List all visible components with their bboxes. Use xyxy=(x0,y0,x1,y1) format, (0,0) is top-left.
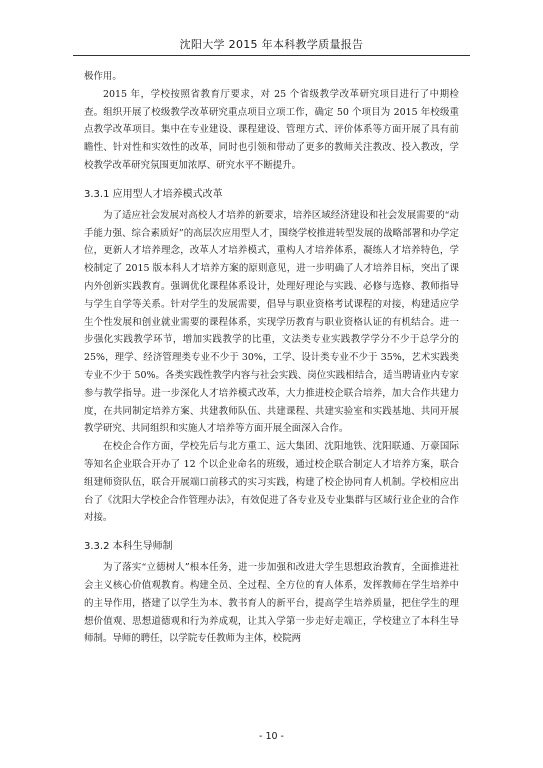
document-body xyxy=(84,68,459,648)
header-divider xyxy=(73,55,470,56)
paragraph-teaching-reform: 2015 年，学校按照省教育厅要求，对 25 个省级教学改革研究项目进行了中期检查。组织开展了校级教学改革研究重点项目立项工作，确定 50 个项目为 2015 年校级重点教学改革项目。集中在专业建设、课程建设、管理方式、评价体系等方面开展了具有前瞻性、针对性和实效性的改革，同时也引领和带动了更多的教师关注教改、投入教改，学校教学改革研究氛围更加浓厚、研究水平不断提升。 xyxy=(84,88,459,171)
paragraph-talent-training: 为了适应社会发展对高校人才培养的新要求，培养区域经济建设和社会发展需要的“动手能力强、综合素质好”的高层次应用型人才，围绕学校推进转型发展的战略部署和办学定位，更新人才培养理念，改革人才培养模式，重构人才培养体系，凝练人才培养特色，学校制定了 2015 版本科人才培养方案的原则意见，进一步明确了人才培养目标，突出了课内外创新实践教育。强调优化课程体系设计，处理好理论与实践、必修与选修、教师指导与学生自学等关系。针对学生的发展需要，倡导与职业资格考试课程的对接，构建适应学生个性发展和创业就业需要的课程体系，实现学历教育与职业资格认证的有机结合。进一步强化实践教学环节，增加实践教学的比重，文法类专业实践教学学分不少于总学分的 25%，理学、经济管理类专业不少于 30%，工学、设计类专业不少于 35%，艺术实践类专业不少于 50%。各类实践性教学内容与社会实践、岗位实践相结合，适当聘请业内专家参与教学指导。进一步深化人才培养模式改革，大力推进校企联合培养，加大合作共建力度，在共同制定培养方案、共建教师队伍、共建课程、共建实验室和实践基地、共同开展教学研究、共同组织和实施人才培养等方面开展全面深入合作。 xyxy=(84,209,459,435)
paragraph-continuation: 极作用。 xyxy=(84,71,122,82)
section-heading-3-3-1: 3.3.1 应用型人才培养模式改革 xyxy=(84,188,223,200)
paragraph-tutor-system: 为了落实“立德树人”根本任务，进一步加强和改进大学生思想政治教育，全面推进社会主义核心价值观教育。构建全员、全过程、全方位的育人体系，发挥教师在学生培养中的主导作用，搭建了以学生为本、教书育人的新平台，提高学生培养质量，把住学生的理想价值观、思想道德观和行为养成观，让其入学第一步走好走端正，学校建立了本科生导师制。导师的聘任，以学院专任教师为主体，校院两 xyxy=(84,562,459,645)
section-heading-3-3-2: 3.3.2 本科生导师制 xyxy=(84,541,173,553)
page-number: - 10 - xyxy=(259,731,284,742)
page-header: 沈阳大学 2015 年本科教学质量报告 xyxy=(179,38,364,51)
paragraph-school-enterprise: 在校企合作方面，学校先后与北方重工、远大集团、沈阳地铁、沈阳联通、万豪国际等知名企业联合开办了 12 个以企业命名的班级，通过校企联合制定人才培养方案，联合组建师资队伍，联合开展端口前移式的实习实践，构建了校企协同育人机制。学校相应出台了《沈阳大学校企合作管理办法》，有效促进了各专业及专业集群与区域行业企业的合作对接。 xyxy=(84,441,459,524)
